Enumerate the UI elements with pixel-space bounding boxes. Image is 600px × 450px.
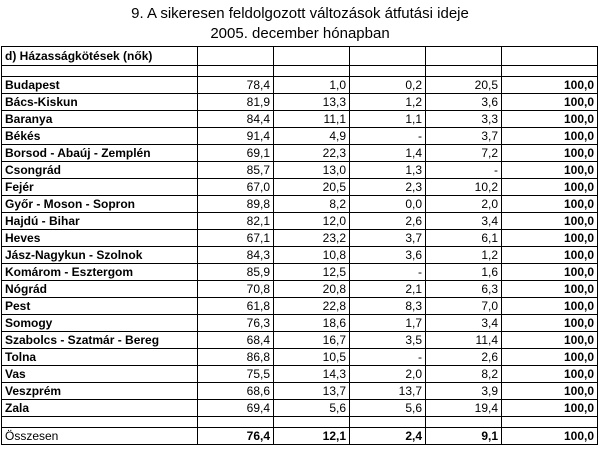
value-cell: 20,8: [274, 281, 350, 298]
value-cell: 91,4: [198, 128, 274, 145]
value-cell: 2,0: [350, 366, 426, 383]
value-cell: 10,5: [274, 349, 350, 366]
region-name: Békés: [2, 128, 198, 145]
region-name: Győr - Moson - Sopron: [2, 196, 198, 213]
value-cell: 11,4: [426, 332, 502, 349]
table-row: [2, 332, 598, 349]
value-cell: 68,6: [198, 383, 274, 400]
value-cell: 9,1: [426, 428, 502, 445]
value-cell: 12,5: [274, 264, 350, 281]
region-name: Komárom - Esztergom: [2, 264, 198, 281]
row-total-cell: 100,0: [502, 213, 598, 230]
row-total-cell: 100,0: [502, 94, 598, 111]
region-name: Csongrád: [2, 162, 198, 179]
row-total-cell: 100,0: [502, 77, 598, 94]
value-cell: 82,1: [198, 213, 274, 230]
table-row: [2, 264, 598, 281]
region-name: Jász-Nagykun - Szolnok: [2, 247, 198, 264]
region-name: Tolna: [2, 349, 198, 366]
value-cell: -: [350, 264, 426, 281]
row-total-cell: 100,0: [502, 428, 598, 445]
spacer-row: [2, 66, 598, 77]
value-cell: 18,6: [274, 315, 350, 332]
value-cell: 22,8: [274, 298, 350, 315]
row-total-cell: 100,0: [502, 366, 598, 383]
table-row: [2, 111, 598, 128]
region-name: Fejér: [2, 179, 198, 196]
table-row: [2, 349, 598, 366]
value-cell: 1,6: [426, 264, 502, 281]
row-total-cell: 100,0: [502, 162, 598, 179]
value-cell: 2,3: [350, 179, 426, 196]
value-cell: 3,6: [350, 247, 426, 264]
value-cell: 78,4: [198, 77, 274, 94]
region-name: Somogy: [2, 315, 198, 332]
value-cell: 3,9: [426, 383, 502, 400]
value-cell: 76,3: [198, 315, 274, 332]
row-total-cell: 100,0: [502, 128, 598, 145]
value-cell: 81,9: [198, 94, 274, 111]
value-cell: 3,7: [426, 128, 502, 145]
value-cell: 1,3: [350, 162, 426, 179]
value-cell: 13,0: [274, 162, 350, 179]
region-name: Nógrád: [2, 281, 198, 298]
value-cell: 1,2: [426, 247, 502, 264]
value-cell: 10,2: [426, 179, 502, 196]
table-row: [2, 400, 598, 417]
value-cell: 75,5: [198, 366, 274, 383]
value-cell: 89,8: [198, 196, 274, 213]
region-name: Baranya: [2, 111, 198, 128]
value-cell: 86,8: [198, 349, 274, 366]
row-total-cell: 100,0: [502, 179, 598, 196]
region-name: Zala: [2, 400, 198, 417]
value-cell: 2,6: [426, 349, 502, 366]
value-cell: 84,3: [198, 247, 274, 264]
page-title: 9. A sikeresen feldolgozott változások átfutási ideje: [131, 5, 469, 22]
value-cell: 20,5: [274, 179, 350, 196]
section-header-row: [2, 47, 598, 66]
row-total-cell: 100,0: [502, 383, 598, 400]
table-row: [2, 77, 598, 94]
value-cell: 85,7: [198, 162, 274, 179]
value-cell: 0,2: [350, 77, 426, 94]
value-cell: 68,4: [198, 332, 274, 349]
value-cell: 2,0: [426, 196, 502, 213]
value-cell: 5,6: [274, 400, 350, 417]
value-cell: 12,1: [274, 428, 350, 445]
table-row: [2, 128, 598, 145]
value-cell: 67,1: [198, 230, 274, 247]
value-cell: 5,6: [350, 400, 426, 417]
value-cell: 3,3: [426, 111, 502, 128]
value-cell: 7,0: [426, 298, 502, 315]
page-subtitle: 2005. december hónapban: [210, 25, 390, 42]
value-cell: 22,3: [274, 145, 350, 162]
region-name: Borsod - Abaúj - Zemplén: [2, 145, 198, 162]
row-total-cell: 100,0: [502, 145, 598, 162]
value-cell: 6,3: [426, 281, 502, 298]
value-cell: 20,5: [426, 77, 502, 94]
table-row: [2, 145, 598, 162]
value-cell: 13,7: [350, 383, 426, 400]
value-cell: -: [350, 349, 426, 366]
value-cell: 3,6: [426, 94, 502, 111]
table-row: [2, 213, 598, 230]
region-name: Szabolcs - Szatmár - Bereg: [2, 332, 198, 349]
value-cell: 0,0: [350, 196, 426, 213]
table-row: [2, 230, 598, 247]
region-name: Összesen: [2, 428, 198, 445]
region-name: Hajdú - Bihar: [2, 213, 198, 230]
value-cell: 3,7: [350, 230, 426, 247]
value-cell: 7,2: [426, 145, 502, 162]
table-row: [2, 366, 598, 383]
value-cell: -: [426, 162, 502, 179]
table-row: [2, 179, 598, 196]
value-cell: 69,1: [198, 145, 274, 162]
region-name: Veszprém: [2, 383, 198, 400]
value-cell: 76,4: [198, 428, 274, 445]
value-cell: 61,8: [198, 298, 274, 315]
value-cell: 1,2: [350, 94, 426, 111]
value-cell: 3,4: [426, 213, 502, 230]
table-row: [2, 162, 598, 179]
value-cell: 67,0: [198, 179, 274, 196]
value-cell: 2,4: [350, 428, 426, 445]
table-row: [2, 94, 598, 111]
value-cell: 84,4: [198, 111, 274, 128]
table-row: [2, 247, 598, 264]
row-total-cell: 100,0: [502, 264, 598, 281]
table-row: [2, 315, 598, 332]
value-cell: 23,2: [274, 230, 350, 247]
table-row: [2, 298, 598, 315]
row-total-cell: 100,0: [502, 400, 598, 417]
value-cell: 4,9: [274, 128, 350, 145]
value-cell: 8,2: [426, 366, 502, 383]
region-name: Heves: [2, 230, 198, 247]
table-row: [2, 281, 598, 298]
value-cell: 3,5: [350, 332, 426, 349]
row-total-cell: 100,0: [502, 230, 598, 247]
value-cell: 2,6: [350, 213, 426, 230]
value-cell: 8,2: [274, 196, 350, 213]
row-total-cell: 100,0: [502, 298, 598, 315]
value-cell: 14,3: [274, 366, 350, 383]
total-row: [2, 428, 598, 445]
value-cell: 69,4: [198, 400, 274, 417]
table-row: [2, 383, 598, 400]
value-cell: 3,4: [426, 315, 502, 332]
value-cell: 19,4: [426, 400, 502, 417]
value-cell: 1,4: [350, 145, 426, 162]
section-label: d) Házasságkötések (nők): [2, 47, 198, 66]
region-name: Bács-Kiskun: [2, 94, 198, 111]
row-total-cell: 100,0: [502, 281, 598, 298]
row-total-cell: 100,0: [502, 315, 598, 332]
value-cell: 16,7: [274, 332, 350, 349]
value-cell: 13,7: [274, 383, 350, 400]
value-cell: -: [350, 128, 426, 145]
value-cell: 2,1: [350, 281, 426, 298]
value-cell: 8,3: [350, 298, 426, 315]
value-cell: 10,8: [274, 247, 350, 264]
row-total-cell: 100,0: [502, 349, 598, 366]
value-cell: 6,1: [426, 230, 502, 247]
table-row: [2, 196, 598, 213]
value-cell: 11,1: [274, 111, 350, 128]
spacer-row: [2, 417, 598, 428]
value-cell: 1,1: [350, 111, 426, 128]
region-name: Budapest: [2, 77, 198, 94]
value-cell: 1,0: [274, 77, 350, 94]
row-total-cell: 100,0: [502, 111, 598, 128]
value-cell: 13,3: [274, 94, 350, 111]
value-cell: 85,9: [198, 264, 274, 281]
value-cell: 1,7: [350, 315, 426, 332]
row-total-cell: 100,0: [502, 196, 598, 213]
value-cell: 12,0: [274, 213, 350, 230]
data-table: [1, 46, 598, 445]
region-name: Vas: [2, 366, 198, 383]
row-total-cell: 100,0: [502, 247, 598, 264]
row-total-cell: 100,0: [502, 332, 598, 349]
region-name: Pest: [2, 298, 198, 315]
value-cell: 70,8: [198, 281, 274, 298]
